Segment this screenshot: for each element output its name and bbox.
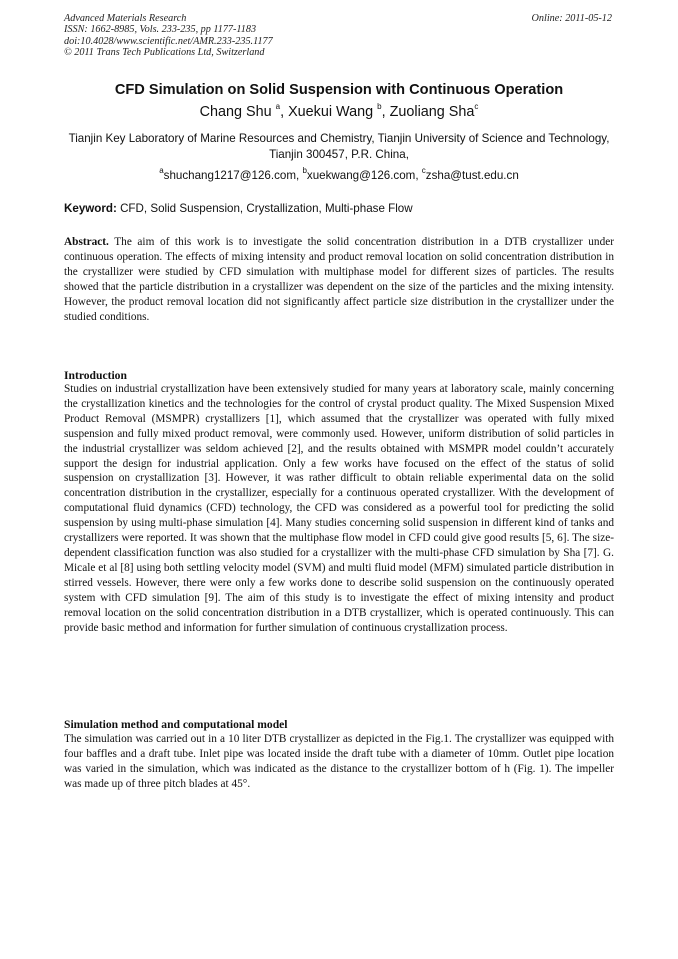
email-mark: a (159, 166, 164, 175)
author-list: Chang Shu $^a$, Xuekui Wang $^b$, Zuoliang Sha$^c$ (199, 102, 479, 120)
email-address: xuekwang@126.com (306, 168, 416, 182)
simulation-paragraph: The simulation was carried out in a 10 liter DTB crystallizer as depicted in the Fig.1. The crystallizer was equipped with four baffles and a draft tube. Inlet pipe was located inside the draft tube with a diameter of 10mm. Outlet pipe location was varied in the simulation, which was indicated as the distance to the crystallizer bottom of h (Fig. 1). The impeller was made up of three pitch blades at 45°. (64, 733, 614, 790)
journal-header (64, 13, 273, 59)
author-mark: c (474, 102, 479, 111)
email-address: shuchang1217@126.com (163, 168, 296, 182)
abstract-label: Abstract. (64, 236, 109, 248)
copyright-line: © 2011 Trans Tech Publications Ltd, Switzerland (64, 47, 265, 59)
keywords-label: Keyword: (64, 202, 117, 215)
section-heading-introduction: Introduction (64, 369, 127, 382)
author-name: Xuekui Wang (288, 103, 374, 120)
abstract (64, 235, 614, 324)
introduction-paragraph: Studies on industrial crystallization have been extensively studied for many years at laboratory scale, mainly concerning the crystallization kinetics and the technologies for the control of crystal product quality. The Mixed Suspension Mixed Product Removal (MSMPR) crystallizers [1], which assumed that the crystallizer was operated with fully mixed suspension and fully mixed product removal, were commonly used. However, uniform distribution of solid particles in the industrial crystallizer was seldom achieved [2], and the results obtained with MSMPR model couldn’t accurately support the design for industrial application. Only a few works have focused on the effect of the status of solid suspension on crystallization [3]. However, it was rather difficult to obtain reliable experimental data on the solid concentration distribution in the crystallizer, especially for a continuous operated crystallizer. With the development of computational fluid dynamics (CFD) technology, the CFD was considered as a powerful tool for predicting the solid suspension by using multi-phase simulation [4]. Many studies concerning solid suspension in different kind of tanks and crystallizers were reported. It was shown that the multiphase flow model in CFD could give good results [5, 6]. The size-dependent classification function was also studied for a crystallizer with the multi-phase CFD simulation by Sha [7]. G. Micale et al [8] using both settling velocity model (SVM) and multi fluid model (MFM) simulated particle distribution in stirred vessels. However, there were only a few works done to describe solid suspension on the continuously operated system with CFD simulation [9]. The aim of this study is to investigate the effect of mixing intensity and product removal location on the solid concentration distribution in a DTB crystallizer, which is operated continuously. This can provide basic method and information for further simulation of continuous crystallization process. (64, 383, 614, 634)
section-heading-simulation: Simulation method and computational model (64, 718, 288, 731)
keywords-text: CFD, Solid Suspension, Crystallization, Multi-phase Flow (120, 202, 413, 215)
paper-title: CFD Simulation on Solid Suspension with Continuous Operation (114, 82, 564, 98)
author-name: Chang Shu (199, 103, 272, 120)
email-address: zsha@tust.edu.cn (425, 168, 519, 182)
author-name: Zuoliang Sha (389, 103, 475, 120)
email-mark: c (421, 166, 426, 175)
email-list: $^a$shuchang1217@126.com, $^b$xuekwang@126.com, $^c$zsha@tust.edu.cn (159, 166, 519, 182)
online-date: Online: 2011-05-12 (531, 13, 612, 24)
doi-line: doi:10.4028/www.scientific.net/AMR.233-235.1177 (64, 35, 273, 47)
abstract-text: The aim of this work is to investigate the solid concentration distribution in a DTB crystallizer under continuous operation. The effects of mixing intensity and product removal location on solid concentration distribution in the crystallizer were studied by CFD simulation with multiphase model for different sizes of particles. The results showed that the particle distribution in a crystallizer was dependent on the size of the particles and the mixing intensity. However, the product removal location did not significantly affect particle size distribution in the crystallizer under the studied conditions. (64, 236, 614, 323)
keywords (64, 202, 614, 215)
author-mark: a (275, 102, 281, 111)
journal-name: Advanced Materials Research (64, 13, 187, 24)
affiliation: Tianjin Key Laboratory of Marine Resources and Chemistry, Tianjin University of Science and Technology, Tianjin 300457, P.R. China, (68, 132, 610, 161)
author-mark: b (377, 102, 382, 111)
issn-line: ISSN: 1662-8985, Vols. 233-235, pp 1177-1183 (64, 24, 257, 36)
email-mark: b (302, 166, 307, 175)
